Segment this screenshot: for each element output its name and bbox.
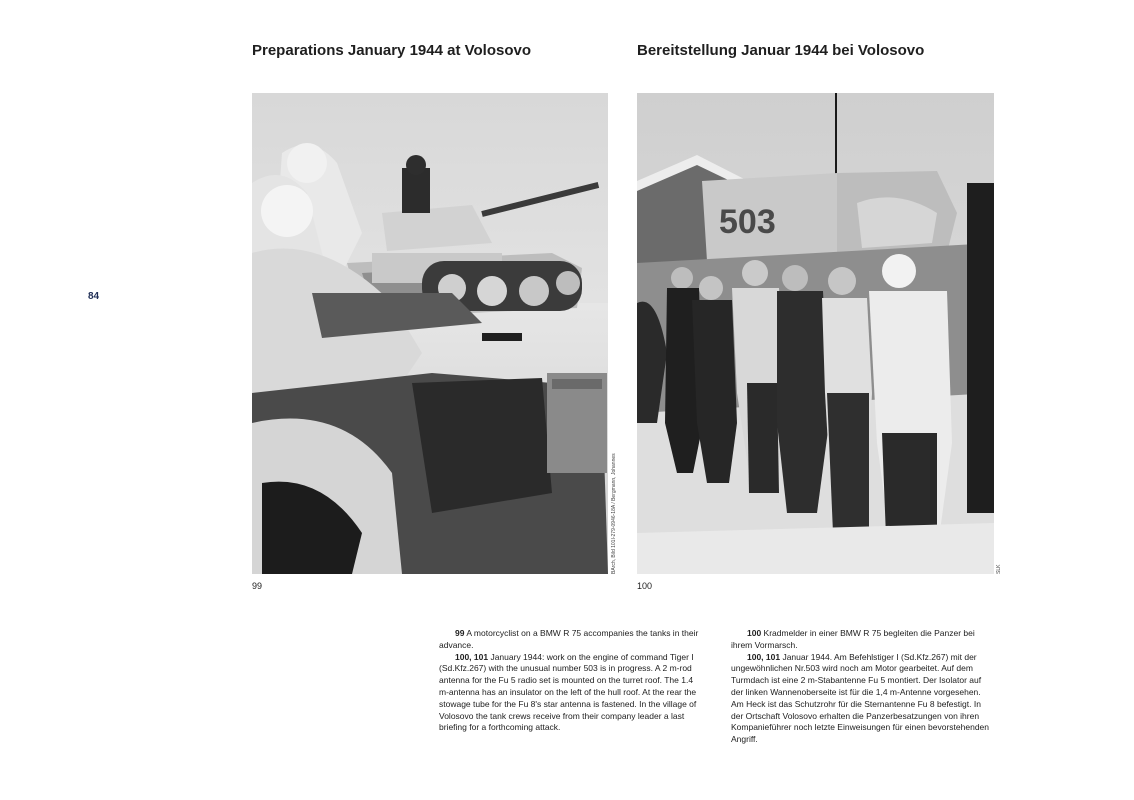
photo-credit-right: SLK <box>996 564 1002 574</box>
photo-number-100: 100 <box>637 581 653 591</box>
caption-ref: 100, 101 <box>747 651 781 662</box>
photo-tank-crews <box>637 93 994 574</box>
photo-credit-left: BArch, Bild 101I-279-0946-18A / Bergmann, Johannes <box>611 453 617 574</box>
caption-german-paragraph-1 <box>731 628 993 652</box>
caption-ref: 100 <box>747 628 762 638</box>
caption-ref: 99 <box>455 628 465 638</box>
title-german: Bereitstellung Januar 1944 bei Volosovo <box>637 42 925 59</box>
caption-text: A motorcyclist on a BMW R 75 accompanies the tanks in their advance. <box>439 628 699 650</box>
caption-english-paragraph-2 <box>439 652 704 735</box>
caption-text: Januar 1944. Am Befehlstiger I (Sd.Kfz.267) mit der ungewöhnlichen Nr.503 wird noch am Motor gearbeitet. Auf dem Turmdach ist eine 2 m-Stabantenne Fu 5 montiert. Der Isolator auf der linken Wannenoberseite ist für die 1,4 m-Antenne vorgesehen. Am Heck ist das Schutzrohr für die Sternantenne Fu 8 befestigt. In der Ortschaft Volosovo erhalten die Panzerbesatzungen von ihren Kompanieführer noch letzte Einweisungen für einen bevorstehenden Angriff. <box>731 651 990 745</box>
caption-text: Kradmelder in einer BMW R 75 begleiten die Panzer bei ihrem Vormarsch. <box>731 628 975 650</box>
photo-number-99: 99 <box>252 581 263 591</box>
caption-english <box>439 628 704 734</box>
caption-german-paragraph-2 <box>731 652 993 746</box>
caption-english-paragraph-1 <box>439 628 704 652</box>
caption-ref: 100, 101 <box>455 651 489 662</box>
photo-tank-crews-image <box>637 93 994 574</box>
page-number: 84 <box>88 291 100 302</box>
photo-motorcyclist-tank <box>252 93 608 574</box>
photo-motorcyclist-tank-image <box>252 93 608 574</box>
caption-text: January 1944: work on the engine of command Tiger I (Sd.Kfz.267) with the unusual number 503 is in progress. A 2 m-rod antenna for the Fu 5 radio set is mounted on the turret roof. The 1.4 m-antenna has an insulator on the left of the hull roof. At the rear the stowage tube for the Fu 8's star antenna is fastened. In the village of Volosovo the tank crews receive from their company leader a last briefing for a forthcoming attack. <box>439 651 697 733</box>
title-english: Preparations January 1944 at Volosovo <box>252 42 532 59</box>
turret-number-503: 503 <box>719 203 776 241</box>
caption-german <box>731 628 993 746</box>
